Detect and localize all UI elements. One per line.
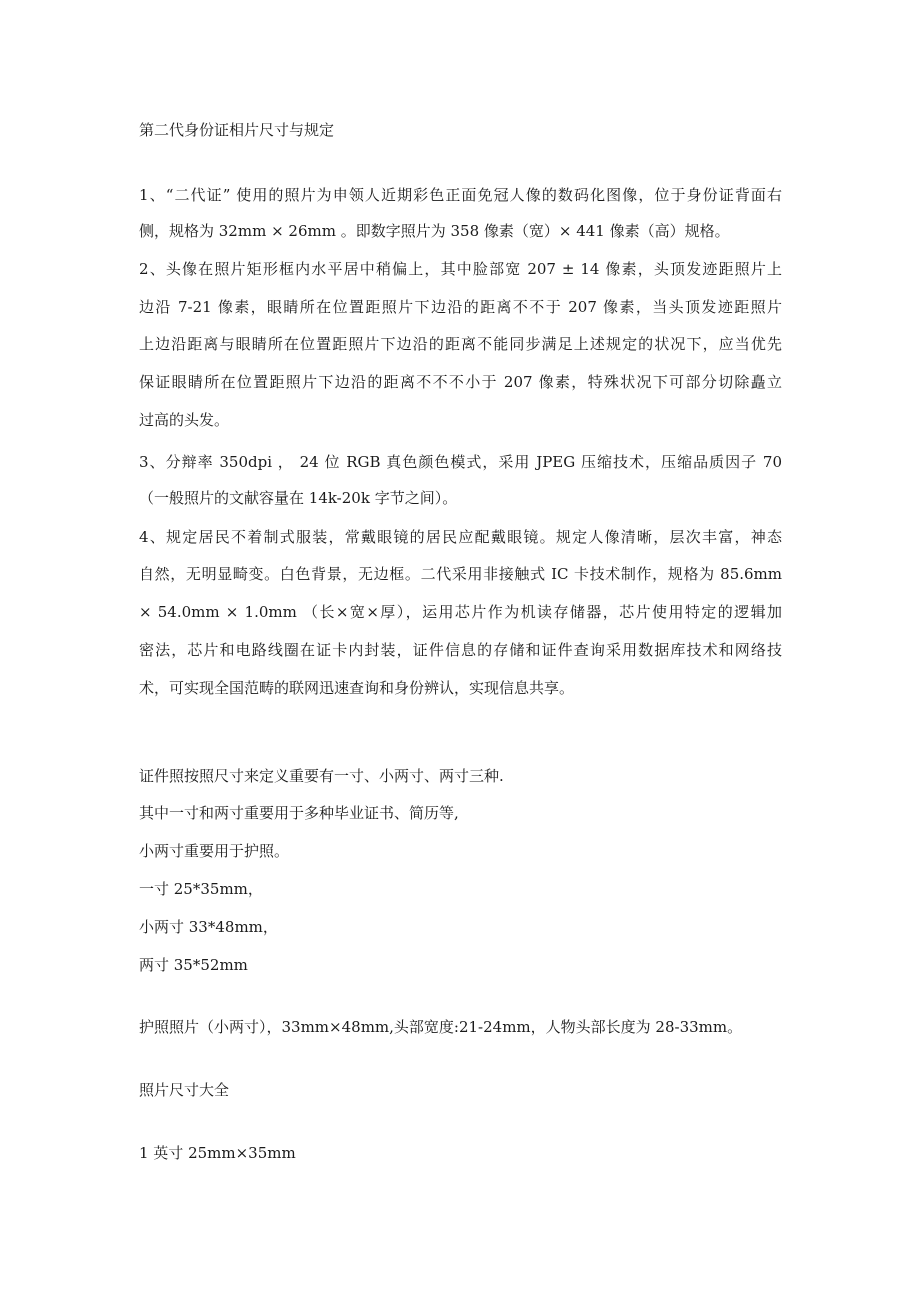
paragraph-4-line-5: 术，可实现全国范畴的联网迅速查询和身份辨认，实现信息共享。: [139, 679, 575, 697]
sizes-intro: 证件照按照尺寸来定义重要有一寸、小两寸、两寸三种.: [139, 767, 504, 785]
size-1cun: 一寸 25*35mm，: [139, 880, 263, 898]
paragraph-3-line-2: （一般照片的文献容量在 14k-20k 字节之间）。: [139, 489, 458, 507]
size-1-inch: 1 英寸 25mm×35mm: [139, 1144, 296, 1162]
passport-photo-spec: 护照照片（小两寸），33mm×48mm,头部宽度:21-24mm，人物头部长度为 28-33mm。: [139, 1018, 743, 1036]
size-small-2cun: 小两寸 33*48mm，: [139, 918, 278, 936]
paragraph-3-line-1: 3、分辩率 350dpi ， 24 位 RGB 真色颜色模式，采用 JPEG 压缩技术，压缩品质因子 70: [139, 453, 782, 471]
paragraph-2-line-1: 2、头像在照片矩形框内水平居中稍偏上，其中脸部宽 207 ± 14 像素，头顶发迹距照片上: [139, 260, 782, 278]
paragraph-2-line-5: 过高的头发。: [139, 411, 230, 429]
paragraph-4-line-4: 密法，芯片和电路线圈在证卡内封装，证件信息的存储和证件查询采用数据库技术和网络技: [139, 641, 782, 659]
paragraph-4-line-1: 4、规定居民不着制式服装，常戴眼镜的居民应配戴眼镜。规定人像清晰，层次丰富，神态: [139, 528, 782, 546]
sizes-use-1: 其中一寸和两寸重要用于多种毕业证书、简历等,: [139, 804, 459, 822]
paragraph-2-line-2: 边沿 7-21 像素，眼睛所在位置距照片下边沿的距离不不于 207 像素，当头顶发迹距照片: [139, 298, 782, 316]
size-2cun: 两寸 35*52mm: [139, 956, 248, 974]
paragraph-2-line-3: 上边沿距离与眼睛所在位置距照片下边沿的距离不能同步满足上述规定的状况下，应当优先: [139, 335, 782, 353]
photo-sizes-heading: 照片尺寸大全: [139, 1081, 230, 1099]
paragraph-1-line-1: 1、“二代证” 使用的照片为申领人近期彩色正面免冠人像的数码化图像，位于身份证背面右: [139, 186, 782, 204]
sizes-use-2: 小两寸重要用于护照。: [139, 842, 290, 860]
paragraph-2-line-4: 保证眼睛所在位置距照片下边沿的距离不不不小于 207 像素，特殊状况下可部分切除矗立: [139, 373, 782, 391]
document-title: 第二代身份证相片尺寸与规定: [139, 121, 335, 139]
paragraph-1-line-2: 侧，规格为 32mm × 26mm 。即数字照片为 358 像素（宽）× 441 像素（高）规格。: [139, 222, 730, 240]
paragraph-4-line-2: 自然，无明显畸变。白色背景，无边框。二代采用非接触式 IC 卡技术制作，规格为 85.6mm: [139, 565, 782, 583]
paragraph-4-line-3: × 54.0mm × 1.0mm （长×宽×厚），运用芯片作为机读存储器，芯片使用特定的逻辑加: [139, 603, 782, 621]
